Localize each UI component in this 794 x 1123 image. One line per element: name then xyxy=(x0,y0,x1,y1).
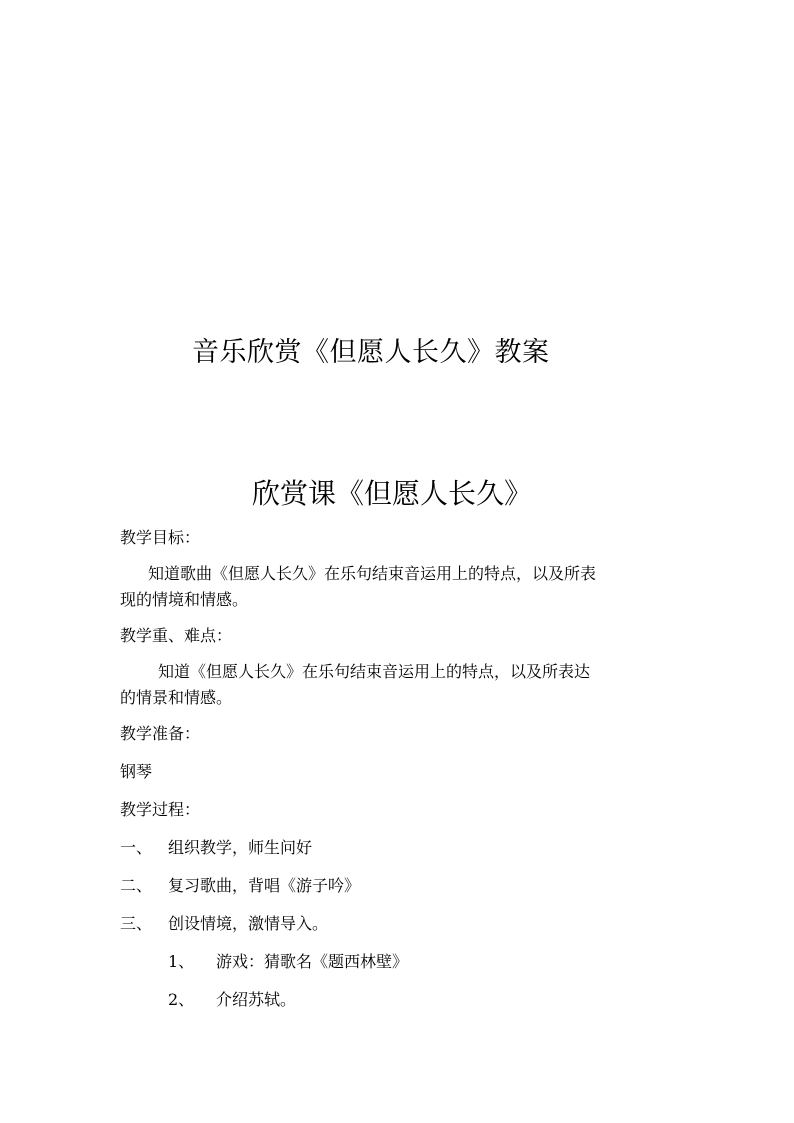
process-substep xyxy=(168,987,296,1013)
process-substep-number: 2、 xyxy=(168,990,195,1009)
process-step-text: 创设情境，激情导入。 xyxy=(168,914,329,933)
process-step xyxy=(120,873,360,899)
process-substep-text: 介绍苏轼。 xyxy=(216,990,297,1009)
goal-heading: 教学目标： xyxy=(120,528,201,547)
process-step-number: 三、 xyxy=(120,914,153,933)
preparation-heading: 教学准备： xyxy=(120,724,201,743)
goal-text-line-1: 知道歌曲《但愿人长久》在乐句结束音运用上的特点，以及所表 xyxy=(148,564,597,583)
document-title: 音乐欣赏《但愿人长久》教案 xyxy=(192,337,550,368)
goal-text-line-2: 现的情境和情感。 xyxy=(120,590,249,609)
process-step xyxy=(120,911,328,937)
process-heading: 教学过程： xyxy=(120,800,201,819)
key-points-text-line-1: 知道《但愿人长久》在乐句结束音运用上的特点，以及所表达 xyxy=(158,662,591,681)
preparation-item: 钢琴 xyxy=(120,762,153,781)
key-points-heading: 教学重、难点： xyxy=(120,626,233,645)
process-substep-text: 游戏：猜歌名《题西林壁》 xyxy=(216,952,409,971)
process-step-number: 二、 xyxy=(120,876,153,895)
process-substep-number: 1、 xyxy=(168,952,195,971)
process-step-text: 组织教学，师生问好 xyxy=(168,838,313,857)
process-step-text: 复习歌曲，背唱《游子吟》 xyxy=(168,876,361,895)
process-substep xyxy=(168,949,408,975)
key-points-text-line-2: 的情景和情感。 xyxy=(120,688,233,707)
process-step xyxy=(120,835,312,861)
process-step-number: 一、 xyxy=(120,838,153,857)
document-subtitle: 欣赏课《但愿人长久》 xyxy=(252,477,533,510)
